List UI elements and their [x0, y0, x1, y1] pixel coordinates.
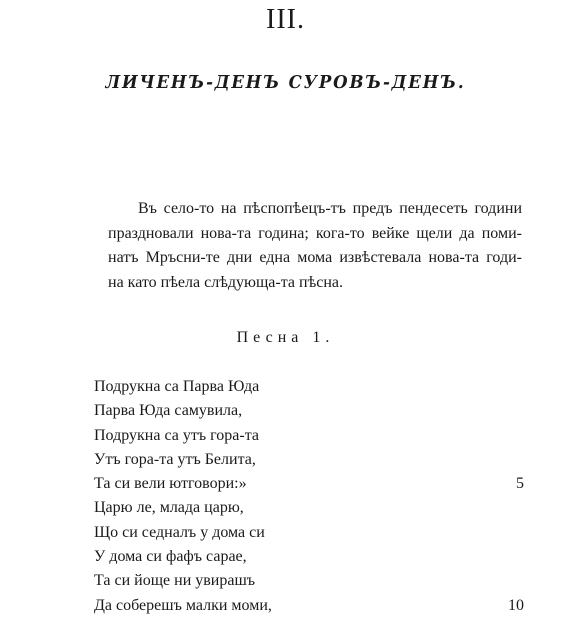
verse-text: Подрукна са Парва Юда — [94, 378, 260, 395]
verse-text: Що си седналъ у дома си — [94, 523, 265, 541]
verse-line — [94, 594, 534, 618]
verse-text: Утъ гора-та утъ Белита, — [94, 450, 256, 468]
intro-line: на като пѣела слѣдующа-та пѣсна. — [108, 273, 344, 291]
verse-line — [94, 399, 534, 423]
intro-line: Въ село-то на пѣспопѣецъ-тъ предъ пендесеть години — [138, 200, 522, 217]
verse-text: Та си вели ютговори:» — [94, 475, 247, 493]
verse-line — [94, 496, 534, 520]
intro-line: натъ Мръсни-те дни една мома извѣстевала нова-та годи- — [108, 249, 522, 266]
verse-line — [94, 545, 534, 569]
verse-line — [94, 375, 534, 399]
song-title: Песна 1. — [236, 329, 335, 346]
verse-text: Подрукна са утъ гора-та — [94, 426, 260, 444]
verse-text: Парва Юда самувила, — [94, 402, 243, 420]
intro-line: праздновали нова-та година; кога-то вейке щели да поми- — [108, 224, 522, 242]
verse-line — [94, 569, 534, 593]
line-number: 5 — [516, 475, 524, 493]
intro-paragraph — [108, 197, 522, 295]
verse-line — [94, 521, 534, 545]
chapter-number: III. — [266, 4, 305, 35]
verse-line — [94, 424, 534, 448]
verse-text: Да соберешъ малки моми, — [94, 596, 272, 614]
line-number: 10 — [508, 596, 524, 614]
verse-text: У дома си фафъ сарае, — [94, 548, 247, 566]
verse-text: Царю ле, млада царю, — [94, 499, 244, 517]
verse-text: Та си йоще ни увирашъ — [94, 572, 256, 590]
verse-block — [94, 375, 534, 618]
verse-line — [94, 472, 534, 496]
section-heading: ЛИЧЕНЪ-ДЕНЪ СУРОВЪ-ДЕНЪ. — [105, 72, 466, 93]
verse-line — [94, 448, 534, 472]
